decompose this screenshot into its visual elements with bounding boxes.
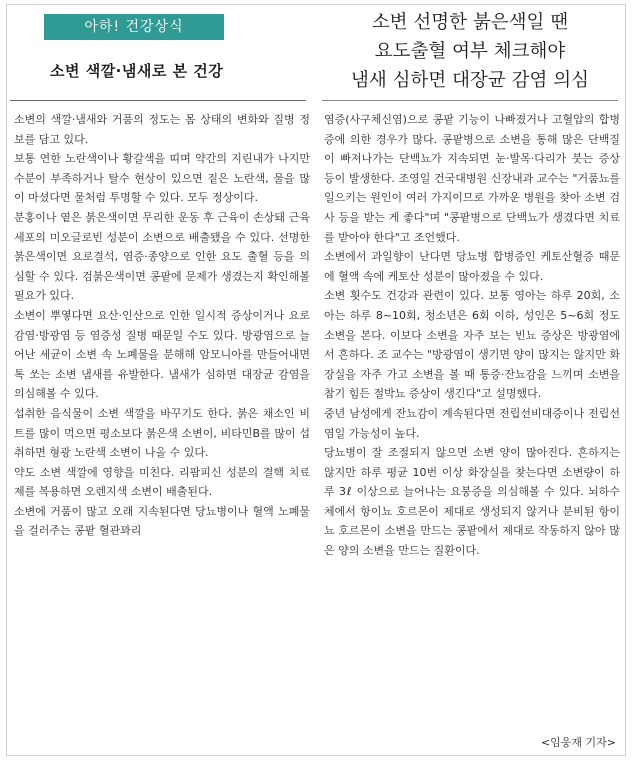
left-divider [10, 100, 306, 101]
article-headline [320, 8, 620, 95]
body-column-right [324, 110, 620, 561]
headline-line: 소변 선명한 붉은색일 땐 [371, 12, 569, 33]
headline-line: 냄새 심하면 대장균 감염 의심 [351, 70, 589, 91]
column-tag: 아하! 건강상식 [44, 14, 224, 40]
body-paragraph: 섭취한 음식물이 소변 색깔을 바꾸기도 한다. 붉은 채소인 비트를 많이 먹으면 평소보다 붉은색 소변이, 비타민B를 많이 섭취하면 형광 노란색 소변이 나올 수 있다. [14, 406, 310, 460]
right-divider [322, 100, 618, 101]
column-subtitle: 소변 색깔·냄새로 본 건강 [50, 62, 224, 80]
body-paragraph: 약도 소변 색깔에 영향을 미친다. 리팜피신 성분의 결핵 치료제를 복용하면 오렌지색 소변이 배출된다. [14, 465, 310, 499]
body-paragraph: 당뇨병이 잘 조절되지 않으면 소변 양이 많아진다. 흔하지는 않지만 하루 평균 10번 이상 화장실을 찾는다면 소변량이 하루 3ℓ 이상으로 늘어나는 요붕증을 의심해볼 수 있다. 뇌하수체에서 항이뇨 호르몬이 제대로 생성되지 않거나 분비된 항이뇨 호르몬이 소변을 만드는 콩팥에서 제대로 작동하지 않아 많은 양의 소변을 만드는 질환이다. [324, 446, 620, 558]
body-column-left [14, 110, 310, 541]
body-paragraph: 소변에 거품이 많고 오래 지속된다면 당뇨병이나 혈액 노폐물을 걸러주는 콩팥 혈관꽈리 [14, 504, 310, 538]
byline: <임웅재 기자> [540, 736, 616, 749]
body-paragraph: 소변에서 과일향이 난다면 당뇨병 합병증인 케토산혈증 때문에 혈액 속에 케토산 성분이 많아졌을 수 있다. [324, 250, 620, 283]
body-paragraph: 중년 남성에게 잔뇨감이 계속된다면 전립선비대증이나 전립선염일 가능성이 높다. [324, 406, 620, 440]
body-paragraph: 분홍이나 옅은 붉은색이면 무리한 운동 후 근육이 손상돼 근육 세포의 미오글로빈 성분이 소변으로 배출됐을 수 있다. 선명한 붉은색이면 요로결석, 염증·종양으로 인한 요도 출혈 등을 의심할 수 있다. 검붉은색이면 콩팥에 문제가 생겼는지 확인해볼 필요가 있다. [14, 210, 310, 303]
body-paragraph: 소변 횟수도 건강과 관련이 있다. 보통 영아는 하루 20회, 소아는 하루 8~10회, 청소년은 6회 이하, 성인은 5~6회 정도 소변을 본다. 이보다 소변을 자주 보는 빈뇨 증상은 방광염에서 흔하다. 조 교수는 "방광염이 생기면 양이 많지는 않지만 화장실을 자주 가고 소변을 볼 때 통증·잔뇨감을 느끼며 소변을 참기 힘든 절박뇨 증상이 생긴다"고 설명했다. [324, 289, 620, 401]
body-paragraph: 보통 연한 노란색이나 황갈색을 띠며 약간의 지린내가 나지만 수분이 부족하거나 탈수 현상이 있으면 짙은 노란색, 물을 많이 마셨다면 물처럼 투명할 수 있다. 모두 정상이다. [14, 152, 310, 205]
left-header [14, 10, 310, 102]
headline-line: 요도출혈 여부 체크해야 [374, 41, 566, 62]
body-paragraph: 소변이 뿌옇다면 요산·인산으로 인한 일시적 증상이거나 요로감염·방광염 등 염증성 질병 때문일 수도 있다. 방광염으로 늘어난 세균이 소변 속 노폐물을 분해해 암모니아를 만들어내면 톡 쏘는 소변 냄새를 유발한다. 냄새가 심하면 대장균 감염을 의심해볼 수 있다. [14, 308, 310, 401]
body-paragraph: 소변의 색깔·냄새와 거품의 정도는 몸 상태의 변화와 질병 정보를 담고 있다. [14, 113, 310, 146]
body-paragraph: 염증(사구체신염)으로 콩팥 기능이 나빠졌거나 고혈압의 합병증에 의한 경우가 많다. 콩팥병으로 소변을 통해 많은 단백질이 빠져나가는 단백뇨가 지속되면 눈·발목·다리가 붓는 증상 등이 발생한다. 조영일 건국대병원 신장내과 교수는 "거품뇨를 일으키는 원인이 여러 가지이므로 가까운 병원을 찾아 소변 검사 등을 받는 게 좋다"며 "콩팥병으로 단백뇨가 생겼다면 치료를 받아야 한다"고 조언했다. [324, 113, 620, 244]
